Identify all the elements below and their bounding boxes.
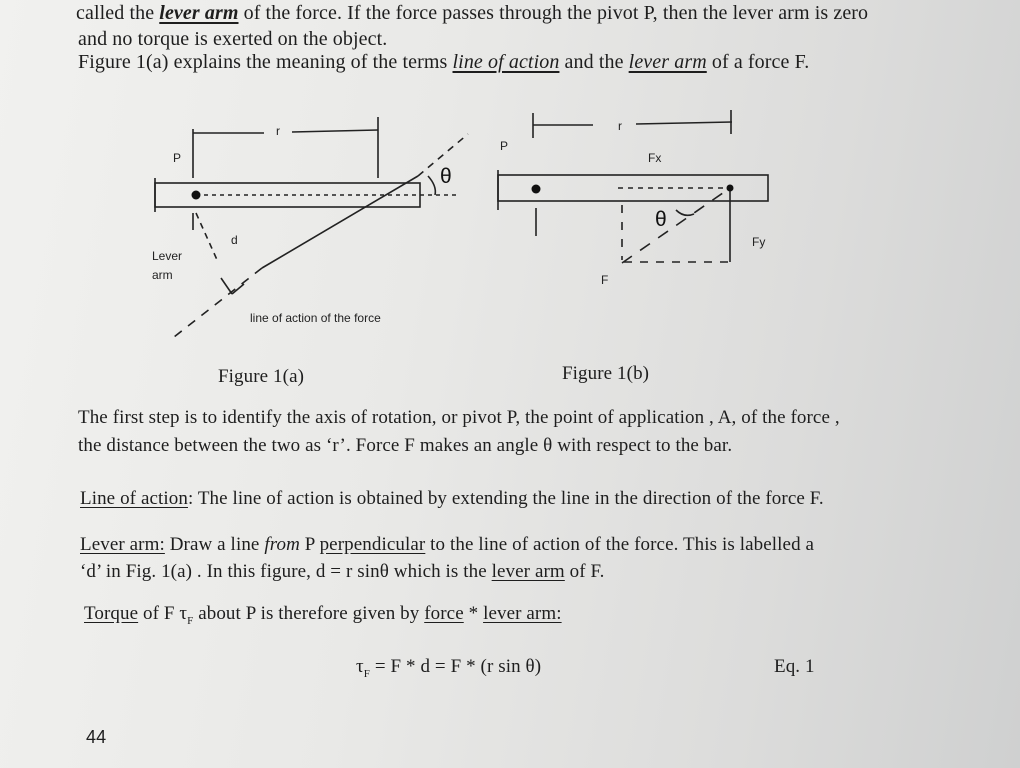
lever-arm-line-2 [80, 561, 605, 583]
lever-arm-text: of F. [564, 561, 605, 582]
fig-b-r-line-right [636, 122, 732, 124]
fig-a-label-arm: arm [152, 268, 173, 282]
fig-b-label-fx: Fx [648, 151, 662, 165]
equation-expression: = F * d = F * (r sin θ) [369, 656, 542, 677]
intro-text: called the [76, 2, 160, 24]
intro-text: of the force. If the force passes through the pivot P, then the lever arm is zero [238, 2, 869, 24]
equation-label: Eq. 1 [774, 656, 815, 677]
equation [356, 656, 541, 680]
lever-arm-from: from [264, 534, 300, 555]
page-number: 44 [86, 727, 107, 747]
fig-b-label-r: r [618, 119, 622, 133]
fig-a-label-lever: Lever [152, 249, 183, 263]
fig-a-lever-arm-d [196, 213, 218, 262]
fig-a-angle-arc [428, 176, 435, 195]
lever-arm-text: Draw a line [164, 534, 265, 555]
fig-a-label-p: P [173, 151, 182, 165]
fig-a-force-line [262, 176, 418, 268]
fig-b-label-f: F [601, 273, 609, 287]
torque-subscript: F [187, 614, 194, 627]
torque-line [84, 603, 562, 627]
torque-text: about P is therefore given by [193, 603, 425, 624]
fig-a-pivot-dot [192, 191, 201, 200]
fig-b-label-p: P [500, 139, 509, 153]
line-of-action-term: line of action [452, 51, 560, 73]
fig-b-angle-arc [676, 210, 694, 215]
equation-subscript: F [363, 667, 370, 680]
equation-tau: τ [356, 656, 364, 677]
fig-b-application-dot [727, 185, 734, 192]
lever-arm-line-1 [80, 534, 814, 556]
lever-arm-text: to the line of action of the force. This is labelled a [425, 534, 815, 555]
torque-force: force [424, 603, 464, 624]
lever-arm-term: lever arm [159, 2, 239, 24]
lever-arm-text: P [299, 534, 320, 555]
fig-b-label-theta: θ [655, 208, 667, 231]
torque-star: * [463, 603, 484, 624]
fig-b-caption: Figure 1(b) [562, 363, 650, 384]
torque-heading: Torque [84, 603, 139, 624]
fig-b-label-fy: Fy [752, 235, 766, 249]
intro-line-2: and no torque is exerted on the object. [78, 28, 388, 50]
fig-a-line-of-action [174, 268, 262, 337]
intro-text: Figure 1(a) explains the meaning of the terms [78, 51, 453, 73]
lever-arm-term: lever arm [491, 561, 565, 582]
torque-text: of F τ [138, 603, 188, 624]
lever-arm-perpendicular: perpendicular [319, 534, 426, 555]
lever-arm-heading: Lever arm: [80, 534, 165, 555]
para1-line-2: the distance between the two as ‘r’. Force F makes an angle θ with respect to the bar. [78, 435, 733, 456]
fig-a-right-angle-1 [221, 278, 232, 294]
line-of-action-heading: Line of action [80, 488, 188, 509]
para1-line-1: The first step is to identify the axis of rotation, or pivot P, the point of application , A, of the force , [78, 407, 840, 428]
line-of-action-paragraph [80, 488, 824, 510]
fig-b-pivot-dot [532, 185, 541, 194]
intro-text: and the [559, 51, 629, 73]
intro-text: of a force F. [706, 51, 810, 73]
line-of-action-text: : The line of action is obtained by extending the line in the direction of the force F. [187, 488, 824, 509]
fig-a-right-angle-2 [232, 284, 244, 294]
fig-a-caption: Figure 1(a) [218, 366, 305, 387]
fig-b-force-diagonal [622, 188, 730, 263]
fig-a-label-r: r [276, 124, 280, 138]
lever-arm-term: lever arm [628, 51, 707, 73]
fig-a-label-theta: θ [440, 165, 452, 188]
torque-lever-arm: lever arm: [483, 603, 562, 624]
fig-a-r-line-right [292, 130, 378, 132]
fig-a-label-line-of-action: line of action of the force [250, 311, 381, 325]
fig-a-label-d: d [231, 233, 238, 247]
lever-arm-text: ‘d’ in Fig. 1(a) . In this figure, d = r sinθ which is the [80, 561, 492, 582]
